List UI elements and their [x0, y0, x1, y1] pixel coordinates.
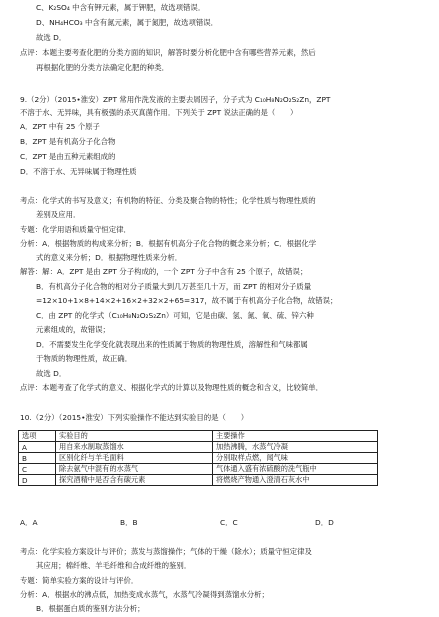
table-cell: 加热沸腾，水蒸气冷凝	[213, 442, 378, 453]
table-cell: C	[19, 464, 56, 475]
text-line: 不溶于水、无异味，具有极强的杀灭真菌作用．下列关于 ZPT 说法正确的是（ ）	[20, 108, 298, 117]
choice-c: C．C	[220, 518, 238, 527]
table-row	[19, 453, 378, 464]
text-line: C．由 ZPT 的化学式（C₁₀H₈N₂O₂S₂Zn）可知，它是由碳、氢、氮、氧、硫、锌六种	[36, 311, 314, 320]
text-line: 10.（2分）（2015•淮安）下列实验操作不能达到实验目的是（ ）	[20, 413, 249, 422]
text-line: 于物质的物理性质，故正确．	[36, 354, 133, 363]
table-cell: A	[19, 442, 56, 453]
text-line: A．ZPT 中有 25 个原子	[20, 122, 100, 131]
text-line: 故选 D．	[36, 369, 67, 378]
text-line: =12×10+1×8+14×2+16×2+32×2+65=317，故不属于有机高分子化合物，故错误；	[36, 296, 338, 305]
table-cell: 用自来水制取蒸馏水	[56, 442, 213, 453]
table-cell: 分别取样点燃，闻气味	[213, 453, 378, 464]
text-line: 分析：A．根据水的沸点低，加热变成水蒸气，水蒸气冷凝得到蒸馏水分析；	[20, 590, 269, 599]
experiment-options-table	[18, 430, 378, 486]
choice-a: A．A	[20, 518, 38, 527]
table-cell: B	[19, 453, 56, 464]
table-cell: 主要操作	[213, 431, 378, 442]
table-row	[19, 442, 378, 453]
table-cell: 将燃烧产物通入澄清石灰水中	[213, 475, 378, 486]
text-line: C、K₂SO₄ 中含有钾元素，属于钾肥，故选项错误．	[36, 3, 206, 12]
text-line: 式的意义来分析；D．根据物理性质来分析．	[36, 253, 183, 262]
choice-b: B．B	[120, 518, 138, 527]
table-cell: 探究酒精中是否含有碳元素	[56, 475, 213, 486]
text-line: 点评：本题考查了化学式的意义、根据化学式的计算以及物理性质的概念和含义，比较简单．	[20, 383, 324, 392]
text-line: D．不需要发生化学变化就表现出来的性质属于物质的物理性质，溶解性和气味都属	[36, 340, 308, 349]
text-line: 考点：化学式的书写及意义；有机物的特征、分类及聚合物的特性；化学性质与物理性质的	[20, 196, 316, 205]
table-cell: 选项	[19, 431, 56, 442]
table-row	[19, 475, 378, 486]
text-line: 分析：A．根据物质的构成来分析；B．根据有机高分子化合物的概念来分析；C．根据化学	[20, 239, 317, 248]
text-line: 再根据化肥的分类方法确定化肥的种类．	[36, 63, 170, 72]
text-line: 差别及应用．	[36, 210, 81, 219]
text-line: 点评：本题主要考查化肥的分类方面的知识，解答时要分析化肥中含有哪些营养元素，然后	[20, 48, 316, 57]
text-line: D．不溶于水、无异味属于物理性质	[20, 167, 137, 176]
text-line: 故选 D．	[36, 33, 67, 42]
table-row	[19, 431, 378, 442]
table-row	[19, 464, 378, 475]
text-line: B．有机高分子化合物的相对分子质量大到几万甚至几十万，而 ZPT 的相对分子质量	[36, 282, 312, 291]
text-line: D、NH₄HCO₃ 中含有氮元素，属于氮肥，故选项错误．	[36, 18, 219, 27]
table-cell: 区别化纤与羊毛面料	[56, 453, 213, 464]
choice-d: D．D	[315, 518, 334, 527]
text-line: 专题：化学用语和质量守恒定律．	[20, 225, 131, 234]
text-line: B．ZPT 是有机高分子化合物	[20, 137, 116, 146]
table-cell: 气体通入盛有浓硫酸的洗气瓶中	[213, 464, 378, 475]
text-line: 专题：简单实验方案的设计与评价．	[20, 576, 139, 585]
text-line: 解答：解：A．ZPT 是由 ZPT 分子构成的，一个 ZPT 分子中含有 25 个原子，故错误；	[20, 267, 308, 276]
text-line: 元素组成的，故错误；	[36, 325, 110, 334]
text-line: 考点：化学实验方案设计与评价；蒸发与蒸馏操作；气体的干燥（除水）；质量守恒定律及	[20, 547, 312, 556]
table-cell: 实验目的	[56, 431, 213, 442]
table-cell: 除去氨气中混有的水蒸气	[56, 464, 213, 475]
text-line: 其应用；棉纤维、羊毛纤维和合成纤维的鉴别．	[36, 561, 192, 570]
table-cell: D	[19, 475, 56, 486]
text-line: 9.（2分）（2015•淮安）ZPT 常用作洗发液的主要去屑因子，分子式为 C₁₀H₈N₂O₂S₂Zn，ZPT	[20, 95, 331, 104]
text-line: C．ZPT 是由五种元素组成的	[20, 152, 116, 161]
text-line: B．根据蛋白质的鉴别方法分析；	[36, 604, 145, 613]
